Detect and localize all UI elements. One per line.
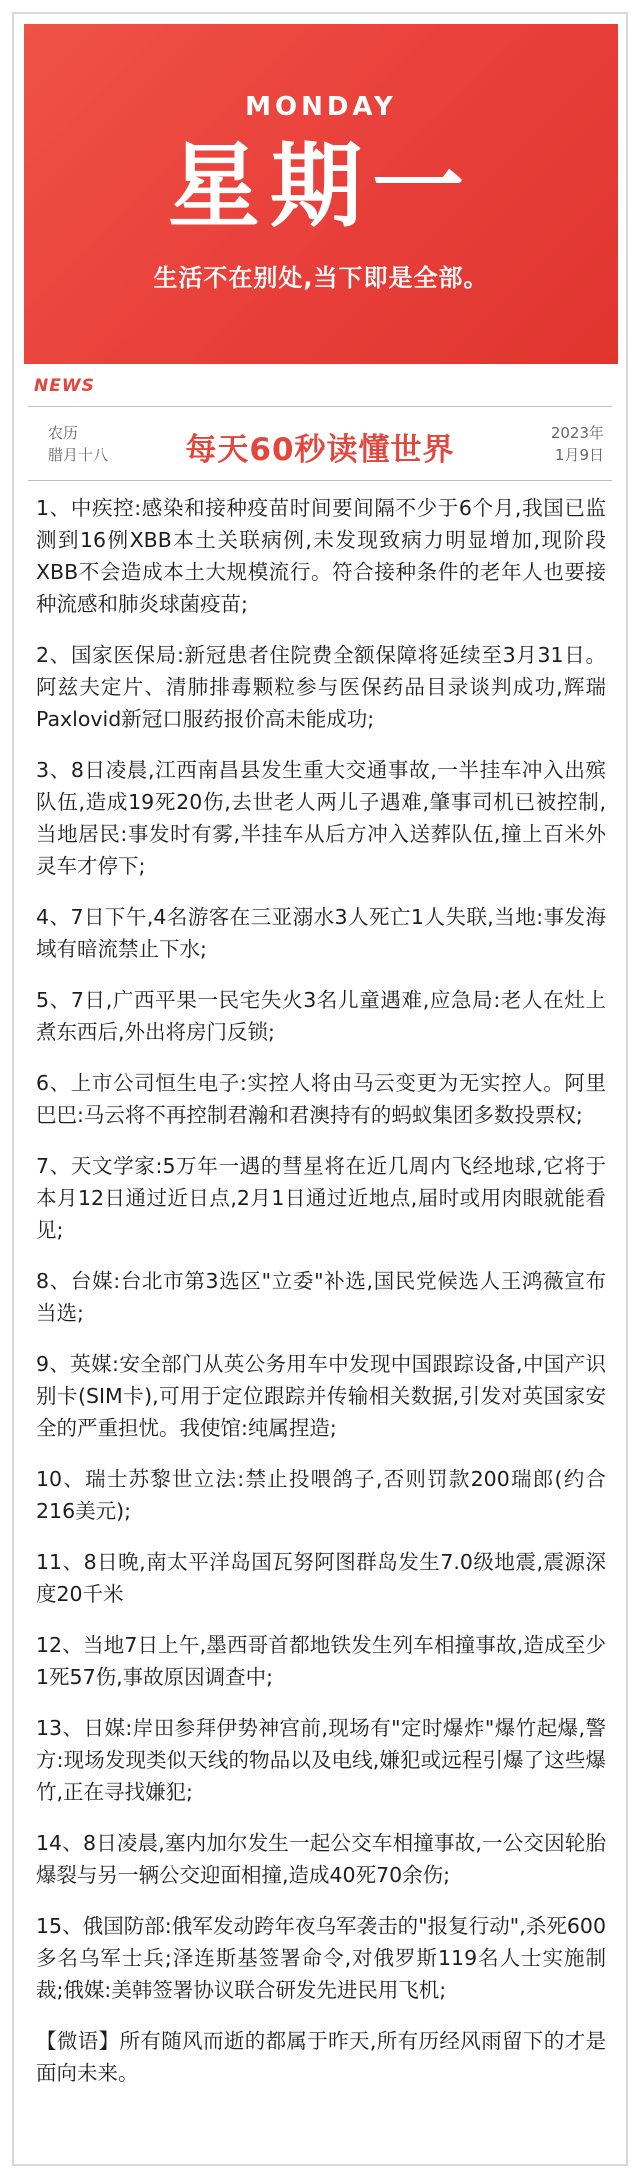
date-row bbox=[28, 416, 612, 472]
news-item: 4、7日下午,4名游客在三亚溺水3人死亡1人失联,当地:事发海域有暗流禁止下水; bbox=[36, 905, 606, 961]
news-item: 6、上市公司恒生电子:实控人将由马云变更为无实控人。阿里巴巴:马云将不再控制君瀚和君澳持有的蚂蚁集团多数投票权; bbox=[36, 1071, 606, 1127]
weekday-chinese: 星期一 bbox=[167, 133, 474, 240]
news-list bbox=[36, 492, 606, 2089]
news-item: 1、中疾控:感染和接种疫苗时间要间隔不少于6个月,我国已监测到16例XBB本土关联病例,未发现致病力明显增加,现阶段XBB不会造成本土大规模流行。符合接种条件的老年人也要接种流感和肺炎球菌疫苗; bbox=[36, 496, 606, 616]
news-item: 3、8日凌晨,江西南昌县发生重大交通事故,一半挂车冲入出殡队伍,造成19死20伤,去世老人两儿子遇难,肇事司机已被控制,当地居民:事发时有雾,半挂车从后方冲入送葬队伍,撞上百米外灵车才停下; bbox=[36, 758, 606, 878]
lunar-label: 农历 bbox=[48, 424, 79, 442]
weekday-banner bbox=[24, 24, 618, 364]
news-item: 14、8日凌晨,塞内加尔发生一起公交车相撞事故,一公交因轮胎爆裂与另一辆公交迎面相撞,造成40死70余伤; bbox=[36, 1831, 606, 1887]
divider-bottom bbox=[28, 480, 612, 481]
gregorian-date bbox=[551, 422, 604, 466]
page-title: 每天60秒读懂世界 bbox=[185, 432, 455, 468]
news-item: 5、7日,广西平果一民宅失火3名儿童遇难,应急局:老人在灶上煮东西后,外出将房门反锁; bbox=[36, 988, 606, 1044]
news-item: 9、英媒:安全部门从英公务用车中发现中国跟踪设备,中国产识别卡(SIM卡),可用于定位跟踪并传输相关数据,引发对英国家安全的严重担忧。我使馆:纯属捏造; bbox=[36, 1352, 606, 1440]
weekday-english: MONDAY bbox=[245, 92, 397, 122]
page-frame bbox=[12, 12, 628, 2166]
news-item: 13、日媒:岸田参拜伊势神宫前,现场有"定时爆炸"爆竹起爆,警方:现场发现类似天线的物品以及电线,嫌犯或远程引爆了这些爆竹,正在寻找嫌犯; bbox=[36, 1716, 606, 1804]
divider-top bbox=[28, 406, 612, 407]
news-item: 11、8日晚,南太平洋岛国瓦努阿图群岛发生7.0级地震,震源深度20千米 bbox=[36, 1550, 606, 1606]
news-item: 10、瑞士苏黎世立法:禁止投喂鸽子,否则罚款200瑞郎(约合216美元); bbox=[36, 1467, 606, 1523]
banner-slogan: 生活不在别处,当下即是全部。 bbox=[153, 264, 489, 292]
news-item: 2、国家医保局:新冠患者住院费全额保障将延续至3月31日。阿兹夫定片、清肺排毒颗粒参与医保药品目录谈判成功,辉瑞Paxlovid新冠口服药报价高未能成功; bbox=[36, 643, 606, 731]
lunar-day: 腊月十八 bbox=[48, 446, 109, 464]
daily-quote: 【微语】所有随风而逝的都属于昨天,所有历经风雨留下的才是面向未来。 bbox=[36, 2029, 606, 2085]
news-item: 15、俄国防部:俄军发动跨年夜乌军袭击的"报复行动",杀死600多名乌军士兵;泽连斯基签署命令,对俄罗斯119名人士实施制裁;俄媒:美韩签署协议联合研发先进民用飞机; bbox=[36, 1914, 606, 2002]
gregorian-year: 2023年 bbox=[550, 424, 604, 442]
news-item: 12、当地7日上午,墨西哥首都地铁发生列车相撞事故,造成至少1死57伤,事故原因调查中; bbox=[36, 1633, 606, 1689]
news-tag: NEWS bbox=[34, 376, 95, 396]
news-item: 7、天文学家:5万年一遇的彗星将在近几周内飞经地球,它将于本月12日通过近日点,2月1日通过近地点,届时或用肉眼就能看见; bbox=[36, 1154, 606, 1242]
news-item: 8、台媒:台北市第3选区"立委"补选,国民党候选人王鸿薇宣布当选; bbox=[36, 1269, 606, 1325]
gregorian-month-day: 1月9日 bbox=[554, 446, 604, 464]
